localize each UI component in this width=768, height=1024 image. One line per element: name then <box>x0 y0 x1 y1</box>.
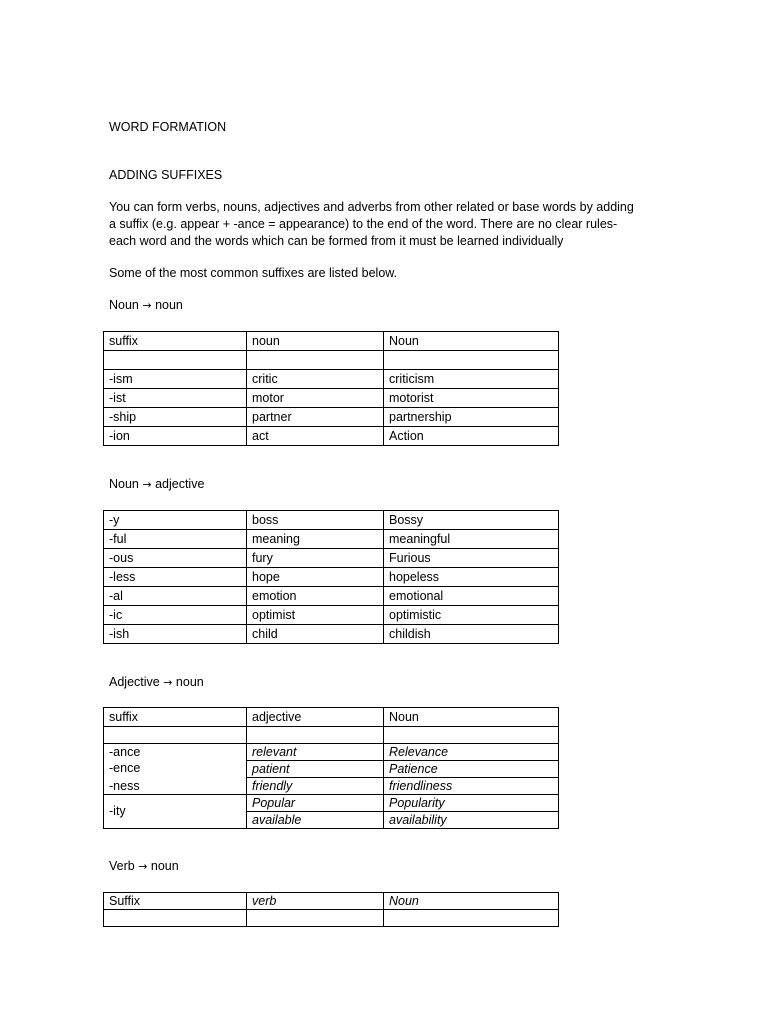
header-cell: verb <box>247 893 384 910</box>
derived-word-cell: childish <box>384 625 559 644</box>
table-verb-noun <box>103 892 559 927</box>
table-row <box>104 568 559 587</box>
heading-from: Noun <box>109 477 139 491</box>
suffix-line: -ence <box>109 761 141 775</box>
heading-to: adjective <box>155 477 205 491</box>
derived-word-cell: motorist <box>384 389 559 408</box>
table-row <box>104 530 559 549</box>
intro-paragraph <box>109 199 669 250</box>
base-word-cell: fury <box>247 549 384 568</box>
header-cell: suffix <box>104 708 247 727</box>
base-word-cell: motor <box>247 389 384 408</box>
heading-to: noun <box>175 675 204 689</box>
derived-word-cell: meaningful <box>384 530 559 549</box>
base-word-cell: act <box>247 427 384 446</box>
header-cell: Suffix <box>104 893 247 910</box>
suffix-cell: -ism <box>104 370 247 389</box>
table-empty-row <box>104 727 559 744</box>
suffix-cell: -ful <box>104 530 247 549</box>
derived-word-cell: Patience <box>384 761 559 778</box>
base-word-cell: optimist <box>247 606 384 625</box>
base-word-cell: critic <box>247 370 384 389</box>
heading-noun-adjective <box>109 476 204 493</box>
base-word-cell: Popular <box>247 795 384 812</box>
derived-word-cell: optimistic <box>384 606 559 625</box>
derived-word-cell: availability <box>384 812 559 829</box>
heading-verb-noun <box>109 858 179 875</box>
document-title: WORD FORMATION <box>109 120 227 134</box>
suffix-cell: -ity <box>104 795 247 829</box>
derived-word-cell: Bossy <box>384 511 559 530</box>
heading-from: Adjective <box>109 675 160 689</box>
suffix-cell: -al <box>104 587 247 606</box>
table-row <box>104 370 559 389</box>
suffix-cell <box>104 744 247 778</box>
suffix-cell: -ic <box>104 606 247 625</box>
base-word-cell: patient <box>247 761 384 778</box>
heading-from: Noun <box>109 298 139 312</box>
table-row <box>104 389 559 408</box>
right-arrow-icon: → <box>138 860 148 873</box>
suffix-cell: -ness <box>104 778 247 795</box>
table-noun-noun <box>103 331 559 446</box>
derived-word-cell: Relevance <box>384 744 559 761</box>
derived-word-cell: criticism <box>384 370 559 389</box>
header-cell: noun <box>247 332 384 351</box>
table-row <box>104 511 559 530</box>
suffix-cell: -y <box>104 511 247 530</box>
table-row <box>104 625 559 644</box>
header-cell: Noun <box>384 332 559 351</box>
table-row <box>104 427 559 446</box>
header-cell: suffix <box>104 332 247 351</box>
common-suffixes-note: Some of the most common suffixes are listed below. <box>109 266 398 280</box>
table-row <box>104 744 559 761</box>
right-arrow-icon: → <box>142 299 152 312</box>
suffix-cell: -ish <box>104 625 247 644</box>
base-word-cell: child <box>247 625 384 644</box>
header-cell: Noun <box>384 893 559 910</box>
table-row <box>104 408 559 427</box>
heading-to: noun <box>155 298 183 312</box>
heading-from: Verb <box>109 859 135 873</box>
heading-to: noun <box>150 859 179 873</box>
derived-word-cell: hopeless <box>384 568 559 587</box>
table-adjective-noun <box>103 707 559 829</box>
heading-adjective-noun <box>109 674 204 691</box>
base-word-cell: meaning <box>247 530 384 549</box>
header-cell: adjective <box>247 708 384 727</box>
table-row <box>104 549 559 568</box>
intro-line: You can form verbs, nouns, adjectives and adverbs from other related or base words by adding <box>109 200 634 214</box>
right-arrow-icon: → <box>142 478 152 491</box>
table-header-row <box>104 708 559 727</box>
base-word-cell: partner <box>247 408 384 427</box>
derived-word-cell: Furious <box>384 549 559 568</box>
heading-noun-noun <box>109 297 183 314</box>
table-header-row <box>104 332 559 351</box>
suffix-cell: -ion <box>104 427 247 446</box>
base-word-cell: available <box>247 812 384 829</box>
suffix-cell: -ous <box>104 549 247 568</box>
suffix-cell: -ist <box>104 389 247 408</box>
table-empty-row <box>104 351 559 370</box>
derived-word-cell: Action <box>384 427 559 446</box>
derived-word-cell: Popularity <box>384 795 559 812</box>
table-row <box>104 587 559 606</box>
right-arrow-icon: → <box>163 676 173 689</box>
base-word-cell: emotion <box>247 587 384 606</box>
intro-line: each word and the words which can be formed from it must be learned individually <box>109 234 564 248</box>
base-word-cell: hope <box>247 568 384 587</box>
table-row <box>104 795 559 812</box>
intro-line: a suffix (e.g. appear + -ance = appearance) to the end of the word. There are no clear rules- <box>109 217 618 231</box>
section-subtitle: ADDING SUFFIXES <box>109 168 223 182</box>
header-cell: Noun <box>384 708 559 727</box>
table-row <box>104 606 559 625</box>
suffix-cell: -less <box>104 568 247 587</box>
derived-word-cell: partnership <box>384 408 559 427</box>
base-word-cell: friendly <box>247 778 384 795</box>
table-empty-row <box>104 910 559 927</box>
suffix-line: -ance <box>109 745 141 759</box>
table-header-row <box>104 893 559 910</box>
base-word-cell: relevant <box>247 744 384 761</box>
derived-word-cell: emotional <box>384 587 559 606</box>
suffix-cell: -ship <box>104 408 247 427</box>
table-noun-adjective <box>103 510 559 644</box>
base-word-cell: boss <box>247 511 384 530</box>
derived-word-cell: friendliness <box>384 778 559 795</box>
table-row <box>104 778 559 795</box>
